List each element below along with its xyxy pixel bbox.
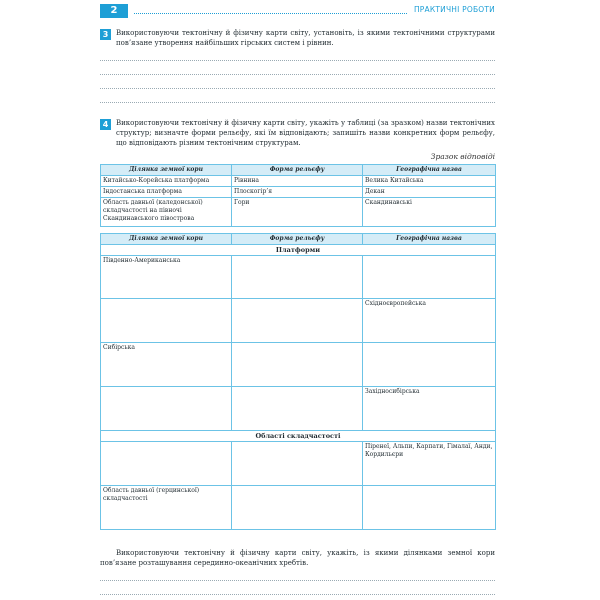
column-header: Форма рельєфу xyxy=(232,165,363,176)
table-cell: Велика Китайська xyxy=(363,176,496,187)
answer-cell[interactable] xyxy=(232,299,363,343)
table-cell: Східноєвропейська xyxy=(363,299,496,343)
header-dotted-rule xyxy=(134,13,407,14)
answer-header-row xyxy=(101,234,496,245)
task-4 xyxy=(100,118,495,148)
answer-cell[interactable] xyxy=(101,442,232,486)
table-cell: Область давньої (каледонської) складчастості на півночі Скандинавського півострова xyxy=(101,198,232,227)
section-label: Платформи xyxy=(101,245,496,256)
answer-line[interactable] xyxy=(100,88,495,89)
task-5-text xyxy=(100,548,495,568)
table-row xyxy=(101,486,496,530)
table-row xyxy=(101,198,496,227)
page-header xyxy=(100,4,495,18)
table-row xyxy=(101,299,496,343)
column-header: Ділянка земної кори xyxy=(101,165,232,176)
answer-cell[interactable] xyxy=(101,299,232,343)
answer-line[interactable] xyxy=(100,594,495,595)
task-4-number: 4 xyxy=(100,119,111,130)
answer-table xyxy=(100,233,496,530)
section-label: Області складчастості xyxy=(101,431,496,442)
table-cell: Плоскогір’я xyxy=(232,187,363,198)
column-header: Форма рельєфу xyxy=(232,234,363,245)
table-cell: Китайсько-Корейська платформа xyxy=(101,176,232,187)
answer-cell[interactable] xyxy=(232,442,363,486)
answer-line[interactable] xyxy=(100,580,495,581)
table-cell: Рівнина xyxy=(232,176,363,187)
task-5-body: Використовуючи тектонічну й фізичну карти світу, укажіть, із якими ділянками земної кори пов’язане розташування серединно-океанічних хребтів. xyxy=(100,549,495,567)
section-title: ПРАКТИЧНІ РОБОТИ xyxy=(413,5,495,14)
task-3-text: Використовуючи тектонічну й фізичну карти світу, установіть, із якими тектонічними структурами пов’язане утворення найбільших гірських систем і рівнин. xyxy=(116,29,495,47)
section-row-platforms xyxy=(101,245,496,256)
table-row xyxy=(101,256,496,299)
table-cell: Індостанська платформа xyxy=(101,187,232,198)
page-number: 2 xyxy=(100,4,128,18)
answer-cell[interactable] xyxy=(363,256,496,299)
sample-label: Зразок відповіді xyxy=(430,152,495,161)
table-row xyxy=(101,187,496,198)
sample-table xyxy=(100,164,496,227)
sample-header-row xyxy=(101,165,496,176)
answer-cell[interactable] xyxy=(363,486,496,530)
table-cell: Західносибірська xyxy=(363,387,496,431)
table-cell: Південно-Американська xyxy=(101,256,232,299)
answer-line[interactable] xyxy=(100,74,495,75)
section-row-folded-areas xyxy=(101,431,496,442)
table-row xyxy=(101,176,496,187)
column-header: Ділянка земної кори xyxy=(101,234,232,245)
task-4-text: Використовуючи тектонічну й фізичну карти світу, укажіть у таблиці (за зразком) назви тектонічних структур; визначте форми рельєфу, які їм відповідають; запишіть назви конкретних форм рельєфу, що відповідають різним тектонічним структурам. xyxy=(116,119,495,147)
table-cell: Скандинавські xyxy=(363,198,496,227)
table-cell: Декан xyxy=(363,187,496,198)
answer-cell[interactable] xyxy=(232,486,363,530)
table-row xyxy=(101,387,496,431)
answer-cell[interactable] xyxy=(232,387,363,431)
column-header: Географічна назва xyxy=(363,234,496,245)
task-3 xyxy=(100,28,495,48)
answer-cell[interactable] xyxy=(101,387,232,431)
table-cell: Гори xyxy=(232,198,363,227)
answer-cell[interactable] xyxy=(232,343,363,387)
column-header: Географічна назва xyxy=(363,165,496,176)
answer-cell[interactable] xyxy=(232,256,363,299)
table-row xyxy=(101,343,496,387)
answer-line[interactable] xyxy=(100,60,495,61)
answer-line[interactable] xyxy=(100,102,495,103)
table-cell: Піренеї, Альпи, Карпати, Гімалаї, Анди, Кордильєри xyxy=(363,442,496,486)
answer-cell[interactable] xyxy=(363,343,496,387)
task-3-number: 3 xyxy=(100,29,111,40)
table-cell: Область давньої (герцинської) складчастості xyxy=(101,486,232,530)
table-row xyxy=(101,442,496,486)
table-cell: Сибірська xyxy=(101,343,232,387)
